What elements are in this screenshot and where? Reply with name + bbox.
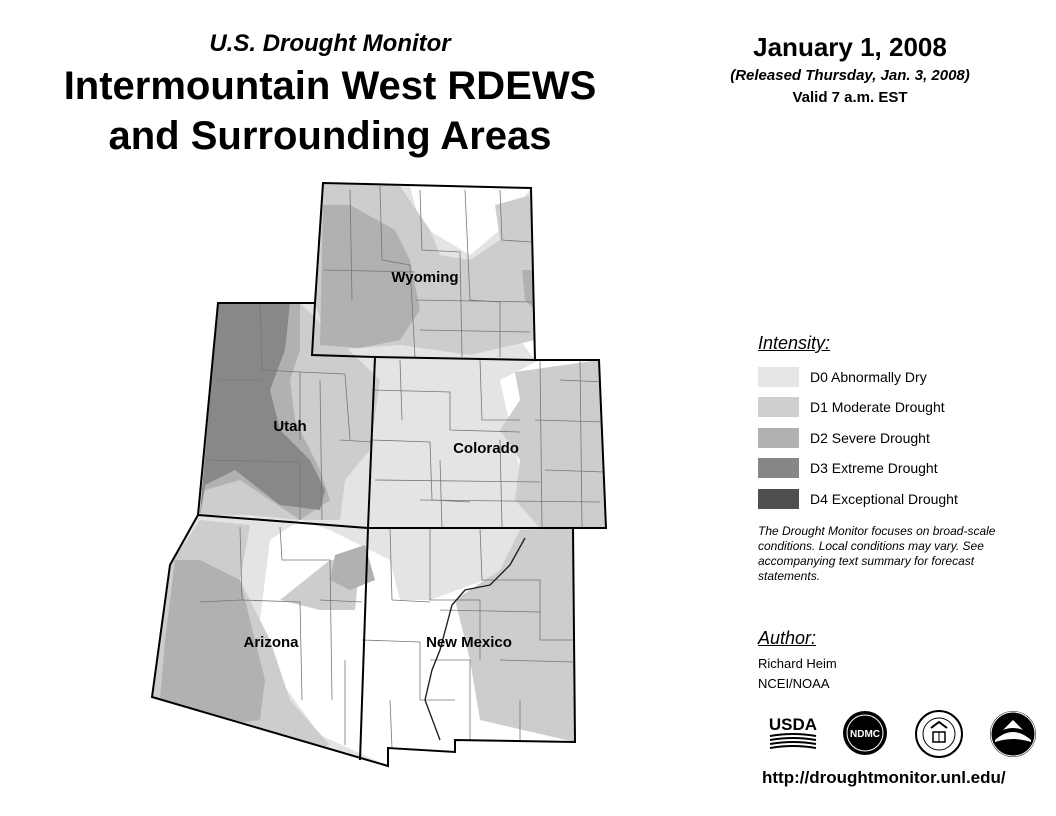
legend-swatch-d3	[758, 458, 799, 478]
state-label-colorado: Colorado	[453, 440, 519, 457]
legend-item-d4	[758, 488, 958, 510]
state-label-wyoming: Wyoming	[391, 269, 459, 286]
map-title-line2: and Surrounding Areas	[108, 114, 552, 158]
legend-swatch-d0	[758, 367, 799, 387]
author-org: NCEI/NOAA	[758, 676, 830, 691]
legend-label-d0: D0 Abnormally Dry	[810, 369, 927, 385]
svg-text:NDMC: NDMC	[850, 729, 880, 740]
state-label-new-mexico: New Mexico	[426, 634, 512, 651]
legend-swatch-d4	[758, 489, 799, 509]
legend-label-d3: D3 Extreme Drought	[810, 460, 938, 476]
commerce-seal-icon	[915, 710, 963, 758]
map-date: January 1, 2008	[753, 32, 947, 62]
noaa-logo-icon	[989, 710, 1037, 758]
legend-label-d2: D2 Severe Drought	[810, 430, 930, 446]
legend-label-d4: D4 Exceptional Drought	[810, 491, 958, 507]
svg-text:USDA: USDA	[768, 715, 818, 734]
author-name: Richard Heim	[758, 656, 837, 671]
map-title-line1: Intermountain West RDEWS	[63, 64, 597, 108]
legend-swatch-d1	[758, 397, 799, 417]
legend-item-d0	[758, 366, 927, 388]
legend-item-d1	[758, 396, 945, 418]
state-label-arizona: Arizona	[243, 634, 299, 651]
release-date: (Released Thursday, Jan. 3, 2008)	[730, 67, 970, 84]
state-label-utah: Utah	[273, 418, 307, 435]
map-subtitle: U.S. Drought Monitor	[209, 30, 451, 57]
legend-label-d1: D1 Moderate Drought	[810, 399, 945, 415]
legend-title: Intensity:	[758, 333, 831, 353]
legend-swatch-d2	[758, 428, 799, 448]
author-title: Author:	[758, 628, 817, 648]
disclaimer-text: The Drought Monitor focuses on broad-scale conditions. Local conditions may vary. See accompanying text summary for forecast statements.	[758, 524, 996, 583]
legend-item-d3	[758, 457, 938, 479]
legend-item-d2	[758, 427, 930, 449]
ndmc-logo-icon	[842, 710, 888, 756]
usda-logo-icon	[764, 712, 822, 752]
source-url[interactable]: http://droughtmonitor.unl.edu/	[762, 768, 1006, 787]
valid-time: Valid 7 a.m. EST	[792, 89, 908, 106]
